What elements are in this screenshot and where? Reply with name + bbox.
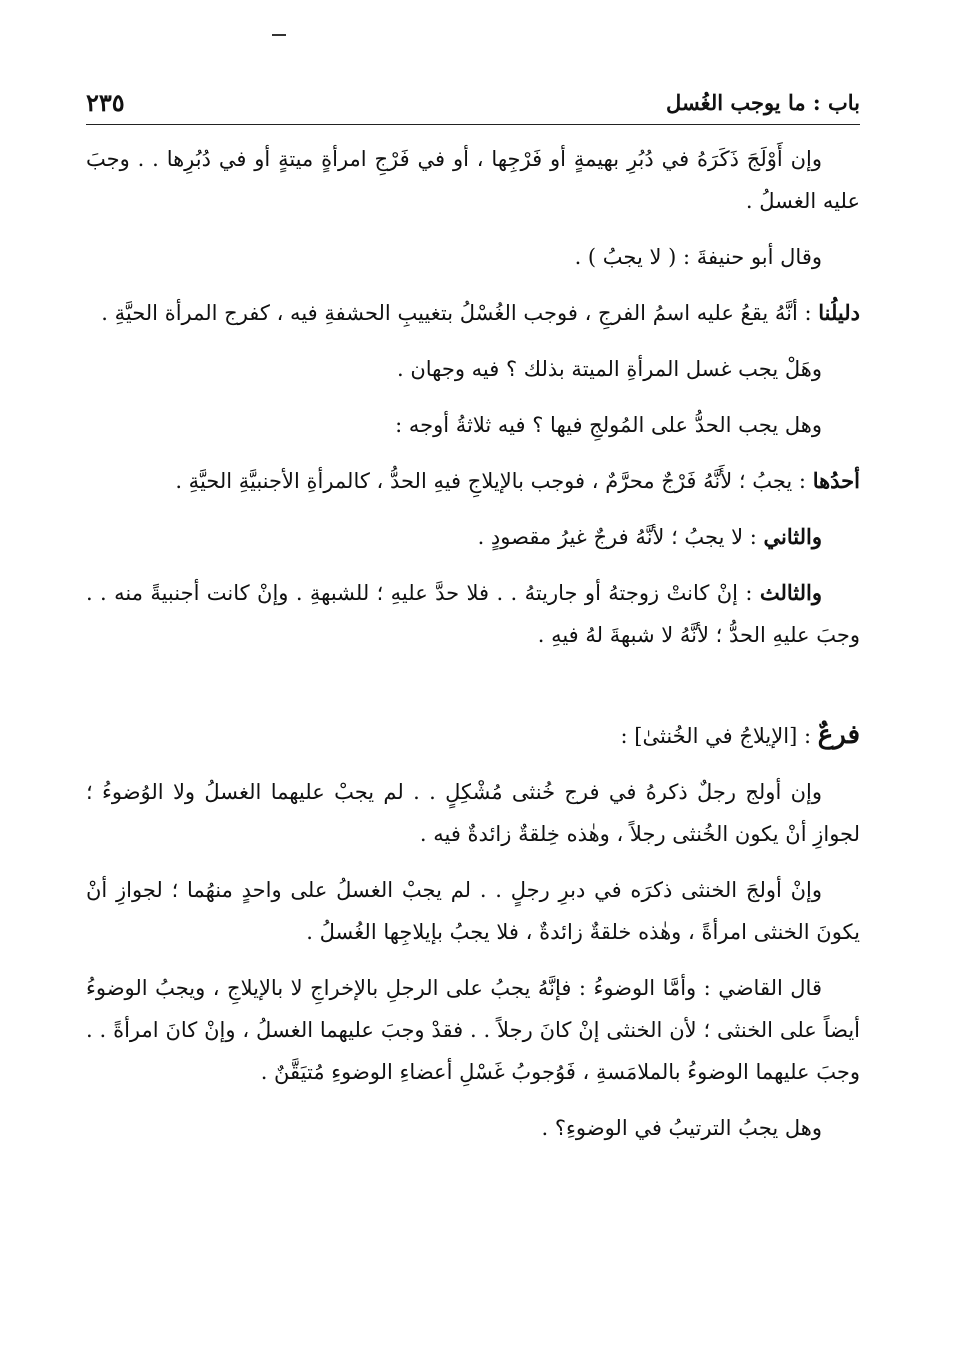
paragraph-lead: أحدُها <box>812 468 860 493</box>
paragraph <box>86 460 860 502</box>
paragraph <box>86 138 860 222</box>
running-title: باب : ما يوجب الغُسل <box>666 90 860 115</box>
paragraph-lead: دليلُنا <box>818 300 860 325</box>
paragraph <box>86 967 860 1093</box>
paragraph-text: وإنْ أولجَ الخنثى ذكرَه في دبرِ رجلٍ . . لم يجبْ الغسلُ على واحدٍ منهُما ؛ لجوازِ أنْ يكونَ الخنثى امرأةً ، وهٰذه خلقةٌ زائدةٌ ، فلا يجبُ بإيلاجِها الغُسلُ . <box>86 878 860 944</box>
ink-speck <box>272 34 286 36</box>
paragraph-text: : يجبُ ؛ لأَنَّهُ فَرْجٌ محرَّمٌ ، فوجب بالإيلاجِ فيهِ الحدُّ ، كالمرأةِ الأجنبيَّةِ الحيَّةِ . <box>175 469 813 493</box>
paragraph-lead: والثالث <box>759 580 822 605</box>
paragraph <box>86 348 860 390</box>
paragraph-text: وقال أبو حنيفةَ : ( لا يجبُ ) . <box>574 245 822 269</box>
paragraph-text: : أنَّهُ يقعُ عليه اسمُ الفرجِ ، فوجب الغُسْلُ بتغييبِ الحشفةِ فيه ، كفرج المرأة الحيَّةِ . <box>101 301 819 325</box>
paragraph-text: وإن أولج رجلٌ ذكرهُ في فرج خُنثى مُشْكِلٍ . . لم يجبْ عليهما الغسلُ ولا الوُضوءُ ؛ لجوازِ أنْ يكون الخُنثى رجلاً ، وهٰذه خِلقةٌ زائدةٌ فيه . <box>86 780 860 846</box>
paragraph <box>86 404 860 446</box>
paragraph <box>86 869 860 953</box>
section-heading <box>86 714 860 757</box>
paragraph-text: وهل يجبُ الترتيبُ في الوضوءِ؟ . <box>541 1116 822 1140</box>
header-rule <box>86 124 860 125</box>
paragraph <box>86 516 860 558</box>
paragraph-text: قال القاضي : وأمَّا الوضوءُ : فإنَّهُ يجبُ على الرجلِ بالإخراجِ لا بالإيلاجِ ، ويجبُ الوضوءُ أيضاً على الخنثى ؛ لأن الخنثى إنْ كانَ رجلاً . . فقدْ وجبَ عليهما الغسلُ ، وإنْ كانَ امرأةً . . وجبَ عليهما الوضوءُ بالملامَسةِ ، فَوُجوبُ غَسْلِ أعضاءِ الوضوءِ مُتيَقَّنٌ . <box>86 976 860 1084</box>
paragraph-text: وهَلْ يجب غسل المرأةِ الميتة بذلك ؟ فيه وجهان . <box>397 357 822 381</box>
paragraph <box>86 771 860 855</box>
paragraph <box>86 236 860 278</box>
paragraph-lead: والثاني <box>763 524 822 549</box>
page-body <box>86 138 860 1163</box>
paragraph-text: : لا يجبُ ؛ لأنَّهُ فرجٌ غيرُ مقصودٍ . <box>477 525 764 549</box>
section-heading-text: : [الإيلاجُ في الخُنثىٰ] : <box>620 724 818 748</box>
paragraph <box>86 1107 860 1149</box>
section-heading-lead: فرعٌ <box>817 720 860 750</box>
paragraph <box>86 292 860 334</box>
page-header <box>86 88 860 122</box>
paragraph-text: وإن أَوْلَجَ ذَكَرَهُ في دُبُرِ بهيمةٍ أو فَرْجِها ، أو في فَرْجِ امرأةٍ ميتةٍ أو في دُبُرِها . . وجبَ عليه الغسلُ . <box>86 147 860 213</box>
page-number: ٢٣٥ <box>86 88 125 117</box>
paragraph-text: : إنْ كانتْ زوجتهُ أو جاريتهُ . . فلا حدَّ عليهِ ؛ للشبهةِ . وإنْ كانت أجنبيةً منه . . وجبَ عليهِ الحدُّ ؛ لأنَّهُ لا شبهةَ لهُ فيهِ . <box>86 581 860 647</box>
paragraph-text: وهل يجب الحدُّ على المُولجِ فيها ؟ فيه ثلاثةُ أوجه : <box>395 413 822 437</box>
paragraph <box>86 572 860 656</box>
